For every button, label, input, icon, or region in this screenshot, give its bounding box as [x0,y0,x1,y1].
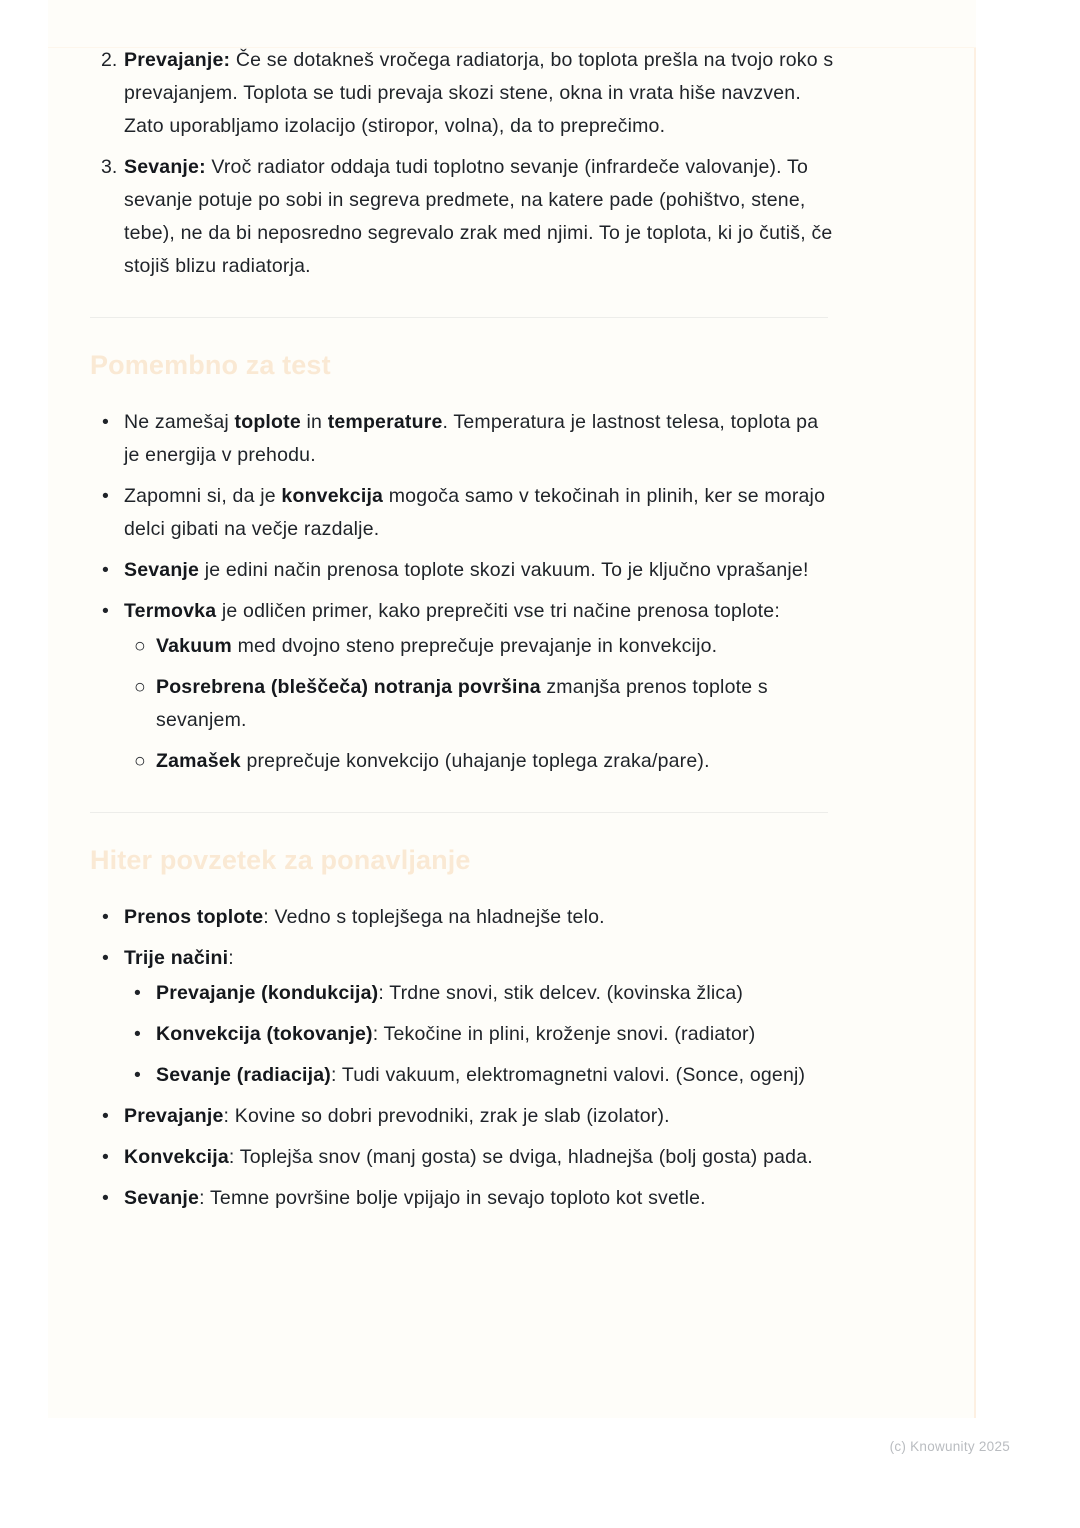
text-post: : Kovine so dobri prevodniki, zrak je slab (izolator). [223,1105,670,1127]
text-bold: konvekcija [281,485,384,507]
text-post: : Tekočine in plini, kroženje snovi. (radiator) [372,1023,756,1045]
paper-right-rule [974,48,976,1418]
list-item [90,942,838,1092]
text-bold: toplote [234,411,301,433]
list-item-text [124,1182,838,1215]
list-item [124,630,838,663]
list-item-lead: Sevanje: [124,156,206,178]
bullet-marker-icon: • [102,1105,109,1127]
list-number: 3. [101,156,118,178]
list-item [124,745,838,778]
list-item [90,44,838,143]
list-item [124,1059,838,1092]
list-item [90,1141,838,1174]
spacer [90,318,838,348]
list-item [90,901,838,934]
list-item-text [124,901,838,934]
list-item-text [156,1059,838,1092]
test-sub-bullet-list [124,630,838,778]
text-bold: Prevajanje (kondukcija) [156,982,379,1004]
list-item [90,554,838,587]
text-bold: Prenos toplote [124,906,264,928]
list-item-text [156,630,838,663]
text-bold: Konvekcija [124,1146,229,1168]
text-bold-2: temperature [327,411,443,433]
list-item [90,151,838,283]
text-post: je edini način prenosa toplote skozi vakuum. To je ključno vprašanje! [199,559,809,581]
list-item-lead: Prevajanje: [124,49,231,71]
list-item [90,595,838,778]
document-content [90,44,838,1223]
bullet-marker-icon: • [102,1187,109,1209]
list-item-text [156,977,838,1010]
text-bold: Sevanje [124,559,200,581]
text-post: preprečuje konvekcijo (uhajanje toplega zraka/pare). [240,750,710,772]
text-bold: Posrebrena (bleščeča) notranja površina [156,676,541,698]
list-item-text [124,44,838,143]
list-item [90,480,838,546]
list-item-text [124,1100,838,1133]
text-post: : Temne površine bolje vpijajo in sevajo toploto kot svetle. [199,1187,706,1209]
bullet-marker-icon: • [102,1146,109,1168]
text-bold: Sevanje [124,1187,200,1209]
text-post: : Trdne snovi, stik delcev. (kovinska žlica) [378,982,744,1004]
list-item-text [156,1018,838,1051]
page-title: Pomembno za test [90,350,331,380]
text-bold: Termovka [124,600,217,622]
list-item-body: Če se dotakneš vročega radiatorja, bo toplota prešla na tvojo roko s prevajanjem. Toplota se tudi prevaja skozi stene, okna in vrata hiše navzven. Zato uporabljamo izolacijo (stiropor, volna), da to preprečimo. [124,49,834,137]
text-post: med dvojno steno preprečuje prevajanje in konvekcijo. [231,635,718,657]
spacer [90,877,838,901]
list-item [90,1182,838,1215]
spacer [90,786,838,812]
list-number: 2. [101,49,118,71]
numbered-list [90,44,838,283]
text-post: zmanjša prenos toplote s sevanjem. [156,676,768,731]
list-item-text [156,745,838,778]
text-post: : Toplejša snov (manj gosta) se dviga, hladnejša (bolj gosta) pada. [228,1146,813,1168]
list-item-text [156,671,838,737]
hollow-bullet-marker-icon: ○ [134,676,146,698]
spacer [90,291,838,317]
list-item-text [124,406,838,472]
text-bold: Zamašek [156,750,241,772]
list-item [124,671,838,737]
bullet-marker-icon: • [102,485,109,507]
list-item [124,977,838,1010]
spacer [90,382,838,406]
text-pre: Zapomni si, da je [124,485,282,507]
bullet-marker-icon: • [134,982,141,1004]
list-item-text [124,942,838,975]
text-bold: Konvekcija (tokovanje) [156,1023,373,1045]
list-item-text [124,1141,838,1174]
page-footer: (c) Knowunity 2025 [889,1439,1010,1454]
list-item-text [124,554,838,587]
hollow-bullet-marker-icon: ○ [134,635,146,657]
text-post: : Vedno s toplejšega na hladnejše telo. [263,906,605,928]
text-bold: Vakuum [156,635,232,657]
text-post: : [228,947,234,969]
bullet-marker-icon: • [134,1023,141,1045]
list-item [90,406,838,472]
summary-sub-bullet-list [124,977,838,1092]
hollow-bullet-marker-icon: ○ [134,750,146,772]
text-bold: Sevanje (radiacija) [156,1064,331,1086]
bullet-marker-icon: • [102,906,109,928]
text-post: . Temperatura je lastnost telesa, toplota pa je energija v prehodu. [124,411,819,466]
text-post: : Tudi vakuum, elektromagnetni valovi. (Sonce, ogenj) [330,1064,806,1086]
summary-bullet-list [90,901,838,1215]
text-post: je odličen primer, kako preprečiti vse tri načine prenosa toplote: [216,600,780,622]
bullet-marker-icon: • [102,600,109,622]
list-item-text [124,480,838,546]
text-bold: Trije načini [124,947,229,969]
text-bold: Prevajanje [124,1105,224,1127]
list-item-text [124,595,838,628]
text-pre: Ne zamešaj [124,411,235,433]
bullet-marker-icon: • [134,1064,141,1086]
list-item [90,1100,838,1133]
text-post: mogoča samo v tekočinah in plinih, ker se morajo delci gibati na večje razdalje. [124,485,826,540]
spacer [90,813,838,843]
list-item-body: Vroč radiator oddaja tudi toplotno sevanje (infrardeče valovanje). To sevanje potuje po sobi in segreva predmete, na katere pade (pohištvo, stene, tebe), ne da bi neposredno segrevalo zrak med njimi. To je toplota, ki jo čutiš, če stojiš blizu radiatorja. [124,156,833,277]
list-item [124,1018,838,1051]
bullet-marker-icon: • [102,947,109,969]
bullet-marker-icon: • [102,559,109,581]
bullet-marker-icon: • [102,411,109,433]
list-item-text [124,151,838,283]
test-bullet-list [90,406,838,778]
page-title: Hiter povzetek za ponavljanje [90,845,471,875]
text-mid: in [300,411,328,433]
